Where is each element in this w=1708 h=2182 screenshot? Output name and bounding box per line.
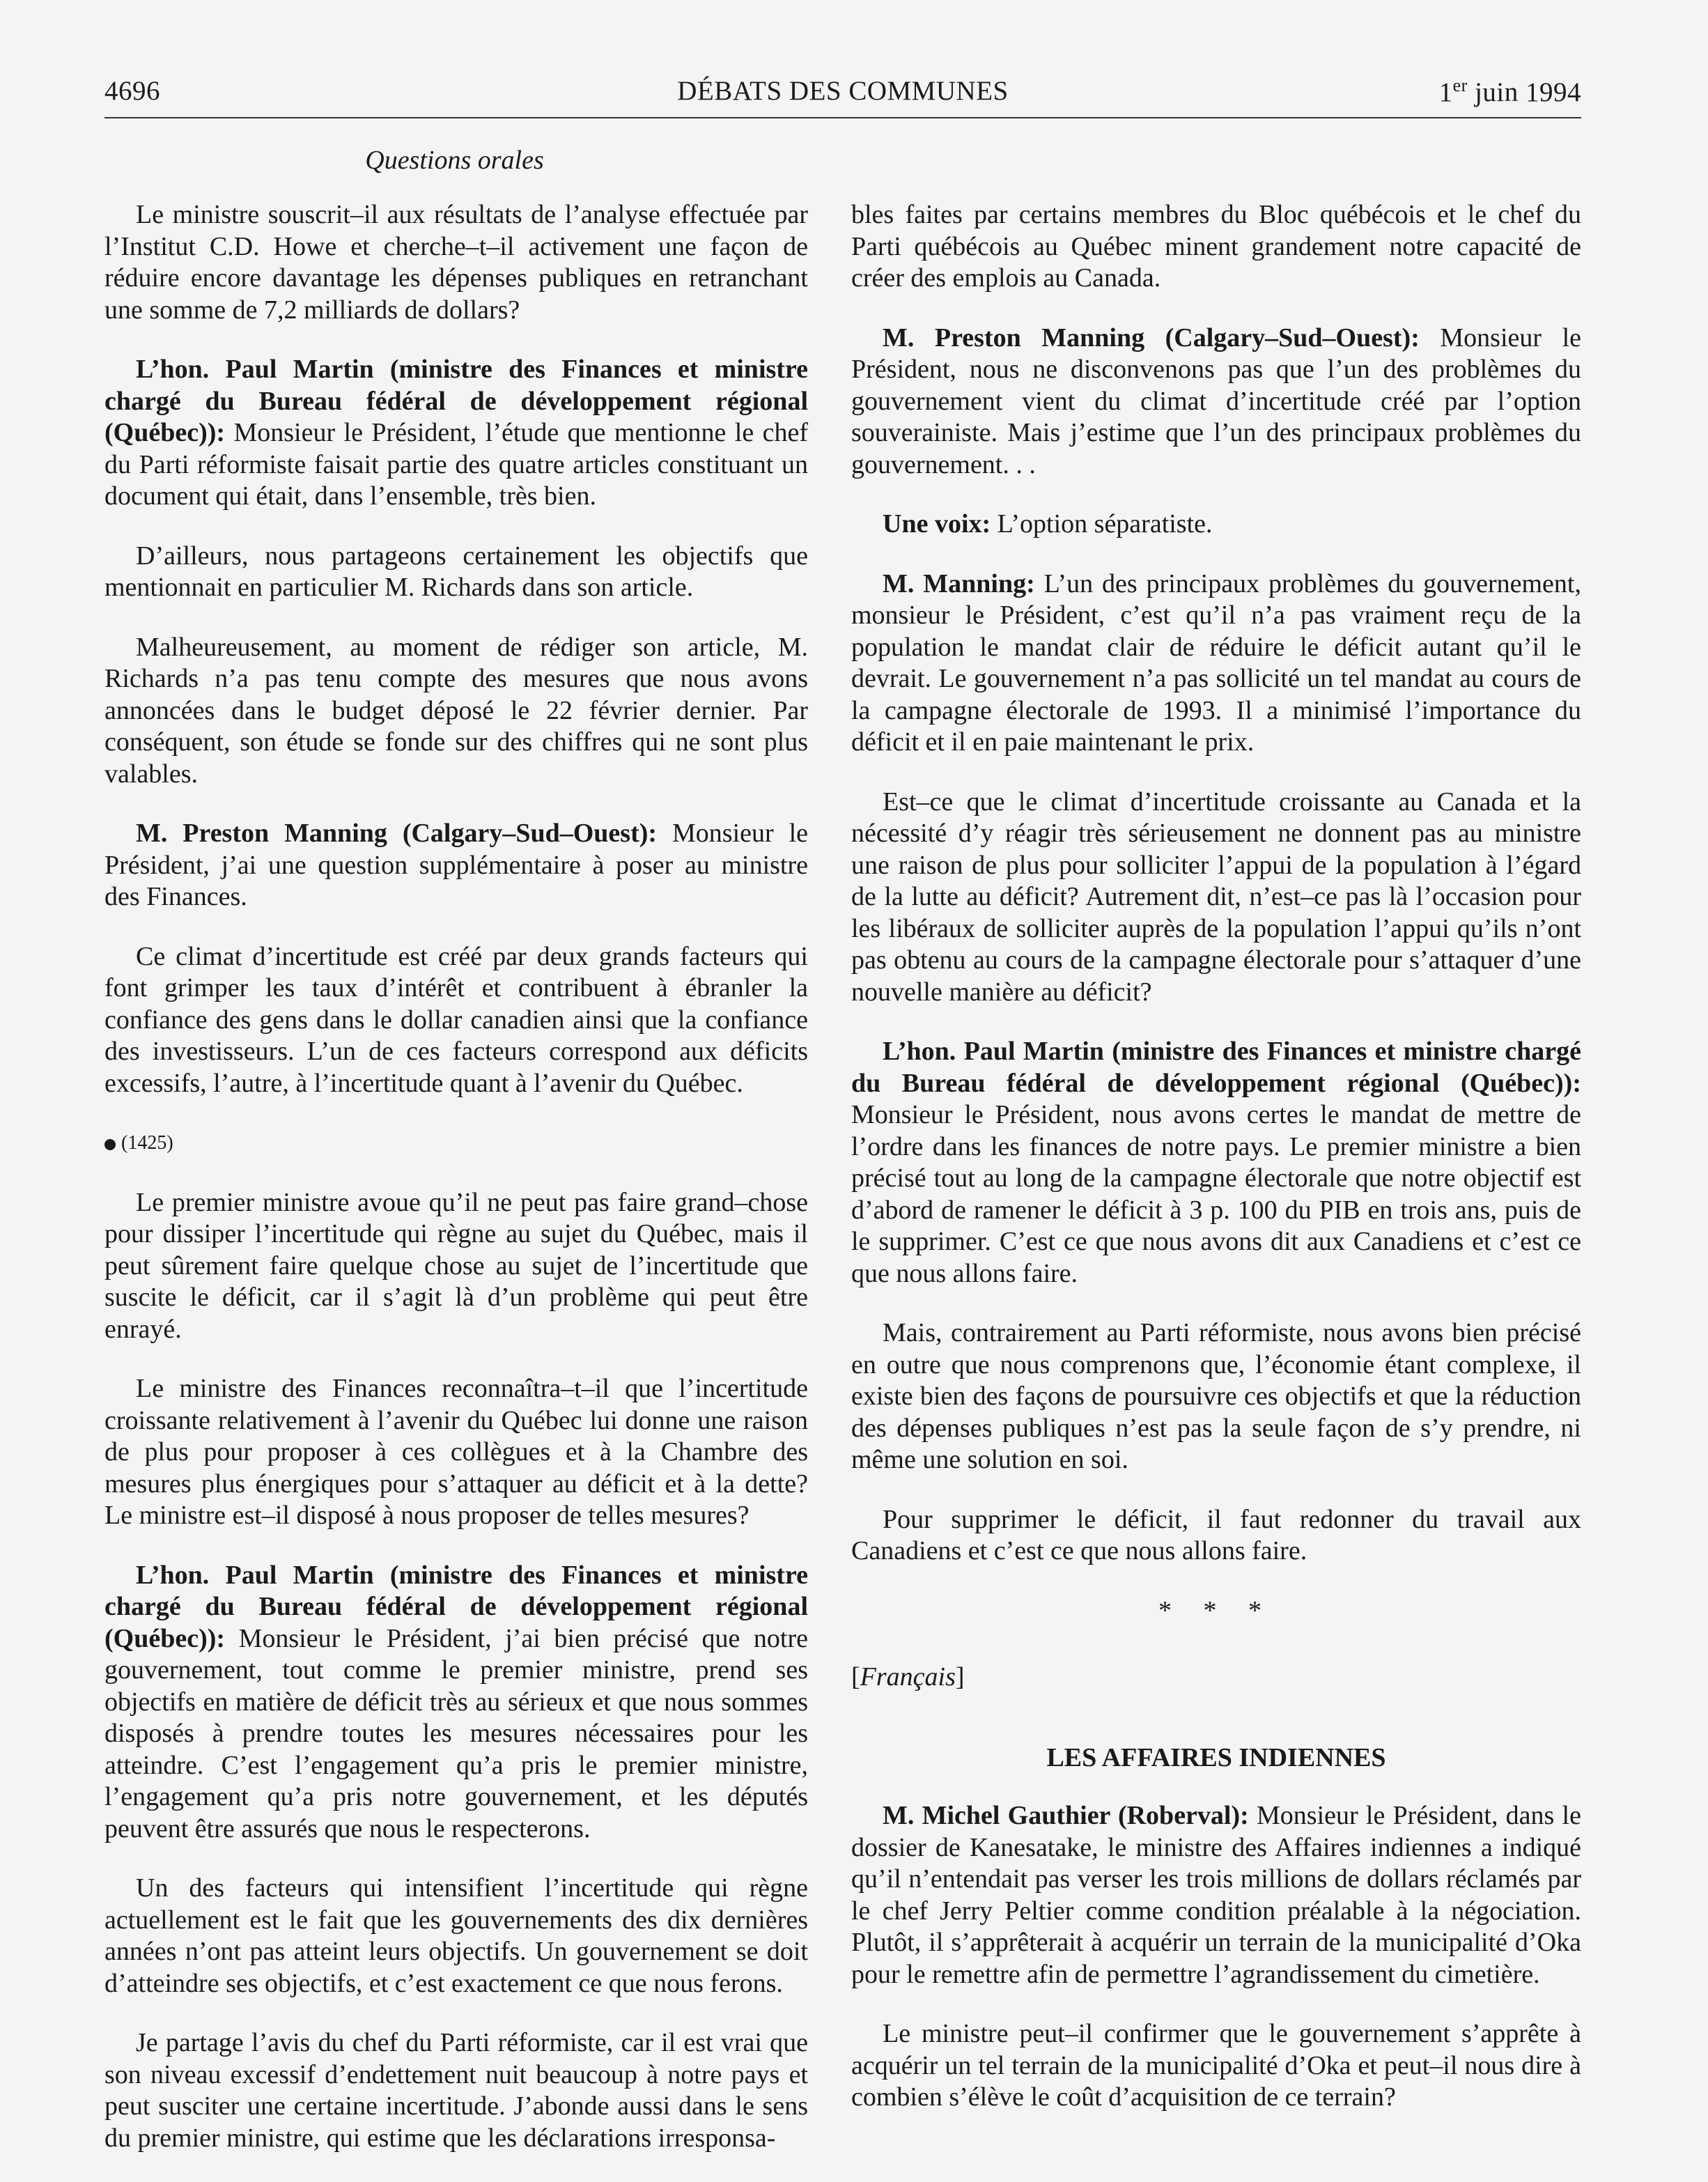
paragraph: Un des facteurs qui intensifient l’incertitude qui règne actuellement est le fait que les gouvernements des dix dernières années n’ont pas atteint leurs objectifs. Un gouvernement se doit d’atteindre ses objectifs, et c’est exactement ce que nous ferons. [104,1873,808,1998]
paragraph: Le ministre des Finances reconnaîtra–t–il que l’incertitude croissante relativement à l’avenir du Québec lui donne une raison de plus pour proposer à ces collègues et à la Chambre des mesures plus énergiques pour s’attaquer au déficit et à la dette? Le ministre est–il disposé à nous proposer de telles mesures? [104,1374,808,1530]
paragraph: bles faites par certains membres du Bloc québécois et le chef du Parti québécois au Québec minent grandement notre capacité de créer des emplois au Canada. [851,200,1581,293]
speaker: M. Preston Manning (Calgary–Sud–Ouest): [883,323,1420,353]
paragraph: Je partage l’avis du chef du Parti réformiste, car il est vrai que son niveau excessif d’endettement nuit beaucoup à notre pays et peut susciter une certaine incertitude. J’abonde aussi dans le sens du premier ministre, qui estime que les déclarations irresponsa- [104,2028,808,2153]
language-marker: [Français] [851,1662,965,1692]
paragraph: Le ministre peut–il confirmer que le gouvernement s’apprête à acquérir un tel terrain de la municipalité d’Oka et peut–il nous dire à combien s’élève le coût d’acquisition de ce terrain? [851,2019,1581,2112]
paragraph: Pour supprimer le déficit, il faut redonner du travail aux Canadiens et c’est ce que nous allons faire. [851,1504,1581,1565]
paragraph: M. Preston Manning (Calgary–Sud–Ouest): Monsieur le Président, j’ai une question supplémentaire à poser au ministre des Finances. [104,819,809,911]
paragraph: M. Manning: L’un des principaux problèmes du gouvernement, monsieur le Président, c’est qu’il n’a pas vraiment reçu de la population le mandat clair de réduire le déficit autant qu’il le devrait. Le gouvernement n’a pas sollicité un tel mandat au cours de la campagne électorale de 1993. Il a minimisé l’importance du déficit et il en paie maintenant le prix. [851,568,1581,757]
section-heading: LES AFFAIRES INDIENNES [1046,1742,1386,1772]
paragraph: M. Preston Manning (Calgary–Sud–Ouest): Monsieur le Président, nous ne disconvenons pas que l’un des problèmes du gouvernement vient du climat d’incertitude créé par l’option souverainiste. Mais j’estime que l’un des principaux problèmes du gouvernement. . . [851,323,1581,479]
section-title: Questions orales [365,146,544,175]
paragraph: L’hon. Paul Martin (ministre des Finances et ministre chargé du Bureau fédéral de développement régional (Québec)): Monsieur le Président, nous avons certes le mandat de mettre de l’ordre dans les finances de notre pays. Le premier ministre a bien précisé tout au long de la campagne électorale que notre objectif est d’abord de ramener le déficit à 3 p. 100 du PIB en trois ans, puis de le supprimer. C’est ce que nous avons dit aux Canadiens et c’est ce que nous allons faire. [851,1037,1581,1288]
left-column [104,199,808,2182]
speaker: M. Preston Manning (Calgary–Sud–Ouest): [136,819,658,848]
speaker: L’hon. Paul Martin (ministre des Finances et ministre chargé du Bureau fédéral de développement régional (Québec)): [104,355,808,447]
section-separator: * * * [1158,1595,1274,1625]
paragraph: L’hon. Paul Martin (ministre des Finances et ministre chargé du Bureau fédéral de développement régional (Québec)): Monsieur le Président, j’ai bien précisé que notre gouvernement, tout comme le premier ministre, prend ses objectifs en matière de déficit très au sérieux et que nous sommes disposés à prendre toutes les mesures nécessaires pour les atteindre. C’est l’engagement qu’a pris le premier ministre, l’engagement qu’a pris notre gouvernement, et les députés peuvent être assurés que nous le respecterons. [104,1560,808,1843]
paragraph: Le premier ministre avoue qu’il ne peut pas faire grand–chose pour dissiper l’incertitude qui règne au sujet du Québec, mais il peut sûrement faire quelque chose au sujet de l’incertitude que suscite le déficit, car il s’agit là d’un problème qui peut être enrayé. [104,1187,808,1344]
page-number: 4696 [104,76,160,106]
paragraph: L’hon. Paul Martin (ministre des Finances et ministre chargé du Bureau fédéral de développement régional (Québec)): Monsieur le Président, l’étude que mentionne le chef du Parti réformiste faisait partie des quatre articles constituant un document qui était, dans l’ensemble, très bien. [104,355,808,511]
bullet-icon [104,1139,116,1150]
paragraph: Est–ce que le climat d’incertitude croissante au Canada et la nécessité d’y réagir très sérieusement ne donnent pas au ministre une raison de plus pour solliciter l’appui de la population à l’égard de la lutte au déficit? Autrement dit, n’est–ce pas là l’occasion pour les libéraux de solliciter auprès de la population l’appui qu’ils n’ont pas obtenu au cours de la campagne électorale pour s’attaquer d’une nouvelle manière au déficit? [851,787,1581,1007]
publication-title: DÉBATS DES COMMUNES [677,76,1009,106]
paragraph: Ce climat d’incertitude est créé par deux grands facteurs qui font grimper les taux d’intérêt et contribuent à ébranler la confiance des gens dans le dollar canadien ainsi que la confiance des investisseurs. L’un de ces facteurs correspond aux déficits excessifs, l’autre, à l’incertitude quant à l’avenir du Québec. [104,941,808,1098]
paragraph: Malheureusement, au moment de rédiger son article, M. Richards n’a pas tenu compte des mesures que nous avons annoncées dans le budget déposé le 22 février dernier. Par conséquent, son étude se fonde sur des chiffres qui ne sont plus valables. [104,632,808,789]
paragraph: Le ministre souscrit–il aux résultats de l’analyse effectuée par l’Institut C.D. Howe et cherche–t–il activement une façon de réduire encore davantage les dépenses publiques en retranchant une somme de 7,2 milliards de dollars? [104,200,808,325]
right-column [851,199,1581,2142]
paragraph: M. Michel Gauthier (Roberval): Monsieur le Président, dans le dossier de Kanesatake, le ministre des Affaires indiennes a indiqué qu’il n’entendait pas verser les trois millions de dollars réclamés par le chef Jerry Peltier comme condition préalable à la négociation. Plutôt, il s’apprêterait à acquérir un terrain de la municipalité d’Oka pour le remettre afin de permettre l’agrandissement du cimetière. [851,1801,1581,1989]
issue-date: 1er juin 1994 [1438,75,1581,107]
paragraph: D’ailleurs, nous partageons certainement les objectifs que mentionnait en particulier M. Richards dans son article. [104,541,808,602]
header-rule [104,117,1581,118]
time-marker: (1425) [104,1127,808,1159]
paragraph: Mais, contrairement au Parti réformiste, nous avons bien précisé en outre que nous comprenons que, l’économie étant complexe, il existe bien des façons de poursuivre ces objectifs et que la réduction des dépenses publiques n’est pas la seule façon de s’y prendre, ni même une solution en soi. [851,1318,1581,1474]
speaker: L’hon. Paul Martin (ministre des Finances et ministre chargé du Bureau fédéral de développement régional (Québec)): [104,1560,808,1653]
speaker: L’hon. Paul Martin (ministre des Finances et ministre chargé du Bureau fédéral de développement régional (Québec)): [851,1037,1581,1098]
speaker: Une voix: [883,509,991,539]
speaker: M. Michel Gauthier (Roberval): [883,1801,1249,1830]
speaker: M. Manning: [883,568,1035,598]
page-header [104,75,1581,117]
paragraph: Une voix: L’option séparatiste. [883,509,1213,539]
